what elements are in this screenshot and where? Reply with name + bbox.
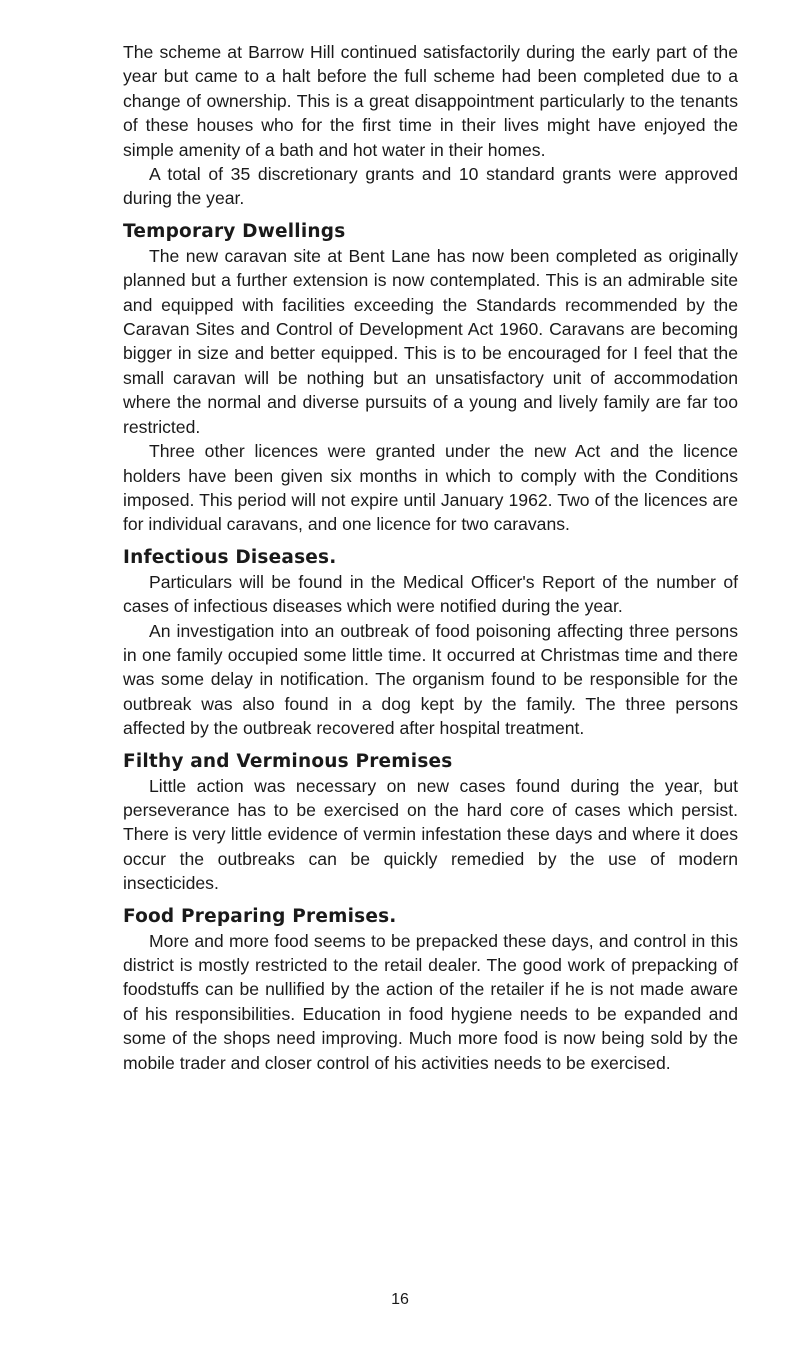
heading-filthy-verminous-premises: Filthy and Verminous Premises	[123, 750, 453, 772]
heading-food-preparing-premises: Food Preparing Premises.	[123, 905, 397, 927]
heading-infectious-diseases: Infectious Diseases.	[123, 546, 337, 568]
paragraph-caravan-site: The new caravan site at Bent Lane has now been completed as originally planned but a further extension is now contemplated. This is an admirable site and equipped with facilities exceeding the Standards recommended by the Caravan Sites and Control of Development Act 1960. Caravans are becoming bigger in size and better equipped. This is to be encouraged for I feel that the small caravan will be nothing but an unsatisfactory unit of accommodation where the normal and diverse pursuits of a young and lively family are far too restricted.	[123, 245, 738, 437]
paragraph-grants-approved: A total of 35 discretionary grants and 10 standard grants were approved during the year.	[123, 164, 738, 209]
paragraph-medical-officer-report: Particulars will be found in the Medical Officer's Report of the number of cases of infectious diseases which were notified during the year.	[123, 571, 738, 617]
paragraph-food-poisoning-outbreak: An investigation into an outbreak of food poisoning affecting three persons in one family occupied some little time. It occurred at Christmas time and there was some delay in notification. The organism found to be responsible for the outbreak was also found in a dog kept by the family. The three persons affected by the outbreak recovered after hospital treatment.	[123, 620, 738, 739]
paragraph-prepacked-food: More and more food seems to be prepacked these days, and control in this district is mostly restricted to the retail dealer. The good work of prepacking of foodstuffs can be nullified by the action of the retailer if he is not made aware of his responsibilities. Education in food hygiene needs to be expanded and some of the shops need improving. Much more food is now being sold by the mobile trader and closer control of his activities needs to be exercised.	[123, 930, 738, 1073]
paragraph-vermin-infestation: Little action was necessary on new cases found during the year, but perseverance has to be exercised on the hard core of cases which persist. There is very little evidence of vermin infestation these days and where it does occur the outbreaks can be quickly remedied by the use of modern insecticides.	[123, 775, 738, 894]
document-body	[123, 40, 738, 1075]
paragraph-licences-granted: Three other licences were granted under the new Act and the licence holders have been given six months in which to comply with the Conditions imposed. This period will not expire until January 1962. Two of the licences are for individual caravans, and one licence for two caravans.	[123, 441, 738, 535]
heading-temporary-dwellings: Temporary Dwellings	[123, 220, 346, 242]
paragraph-barrow-hill-scheme: The scheme at Barrow Hill continued satisfactorily during the early part of the year but came to a halt before the full scheme had been completed due to a change of ownership. This is a great disappointment particularly to the tenants of these houses who for the first time in their lives might have enjoyed the simple amenity of a bath and hot water in their homes.	[123, 42, 738, 160]
page-number: 16	[391, 1291, 409, 1308]
